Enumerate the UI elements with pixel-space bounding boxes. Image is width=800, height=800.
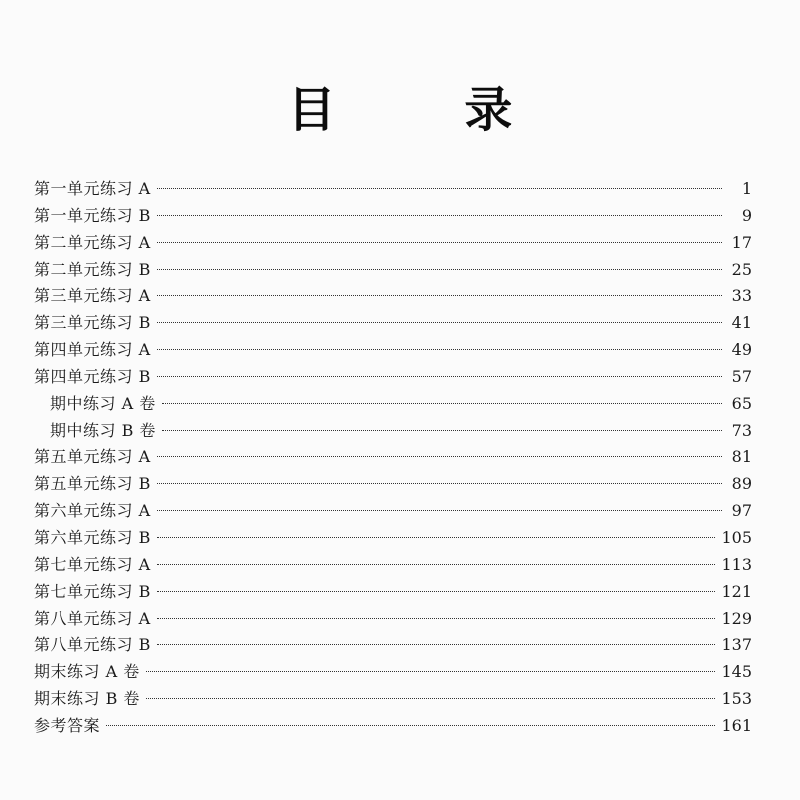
toc-entry-page: 137: [721, 635, 752, 655]
toc-entry-page: 49: [731, 340, 752, 360]
toc-entry[interactable]: [34, 418, 752, 445]
toc-entry-label: 第五单元练习 B: [34, 474, 151, 494]
toc-entry-page: 145: [721, 662, 752, 682]
toc-entry[interactable]: [34, 176, 752, 203]
toc-entry-label: 参考答案: [34, 715, 101, 735]
toc-entry-label: 第八单元练习 B: [34, 635, 151, 655]
toc-entry-label: 第六单元练习 B: [34, 527, 151, 547]
toc-entry-label: 第二单元练习 A: [34, 232, 151, 252]
toc-entry[interactable]: [34, 525, 752, 552]
dot-leader: [162, 403, 722, 404]
dot-leader: [157, 295, 722, 296]
dot-leader: [157, 537, 716, 538]
dot-leader: [157, 269, 722, 270]
dot-leader: [157, 349, 722, 350]
toc-entry[interactable]: [34, 659, 752, 686]
toc-entry-page: 129: [721, 608, 752, 628]
dot-leader: [157, 456, 722, 457]
toc-entry[interactable]: [34, 310, 752, 337]
toc-entry-label: 第七单元练习 A: [34, 554, 151, 574]
toc-entry-label: 第一单元练习 A: [34, 179, 151, 198]
toc-entry-label: 第四单元练习 A: [34, 340, 151, 360]
toc-entry-page: 89: [731, 474, 752, 494]
toc-entry-label: 期末练习 A 卷: [34, 662, 140, 682]
toc-entry-page: 73: [731, 420, 752, 440]
toc-entry-page: 113: [721, 554, 752, 574]
toc-entry[interactable]: [34, 364, 752, 391]
dot-leader: [157, 242, 722, 243]
dot-leader: [157, 188, 722, 189]
toc-entry-label: 第四单元练习 B: [34, 366, 151, 386]
toc-entry-page: 97: [731, 501, 752, 521]
toc-entry-label: 第五单元练习 A: [34, 447, 151, 467]
toc-entry[interactable]: [34, 230, 752, 257]
toc-entry-label: 第六单元练习 A: [34, 501, 151, 521]
toc-entry[interactable]: [34, 606, 752, 633]
toc-entry-page: 1: [741, 179, 752, 198]
dot-leader: [106, 725, 715, 726]
toc-entry-label: 期中练习 A 卷: [50, 393, 156, 413]
toc-entry-page: 17: [731, 232, 752, 252]
toc-entry[interactable]: [34, 283, 752, 310]
toc-entry-page: 121: [721, 581, 752, 601]
dot-leader: [157, 618, 716, 619]
toc-entry[interactable]: [34, 391, 752, 418]
toc-entry-page: 161: [721, 715, 752, 735]
toc-entry-page: 9: [741, 205, 752, 225]
toc-entry-label: 第七单元练习 B: [34, 581, 151, 601]
dot-leader: [157, 591, 716, 592]
toc-entry-label: 第一单元练习 B: [34, 205, 151, 225]
dot-leader: [157, 215, 722, 216]
toc-entry-label: 第三单元练习 B: [34, 313, 151, 333]
toc-entry[interactable]: [34, 552, 752, 579]
toc-entry[interactable]: [34, 257, 752, 284]
toc-entry-page: 81: [731, 447, 752, 467]
toc-entry[interactable]: [34, 686, 752, 713]
toc-entry-page: 153: [721, 689, 752, 709]
toc-entry[interactable]: [34, 444, 752, 471]
toc-entry-page: 65: [731, 393, 752, 413]
toc-entry[interactable]: [34, 632, 752, 659]
page-title: 目 录: [287, 82, 569, 138]
toc-entry[interactable]: [34, 203, 752, 230]
toc-entry-label: 第八单元练习 A: [34, 608, 151, 628]
toc-entry-page: 105: [721, 527, 752, 547]
dot-leader: [157, 376, 722, 377]
dot-leader: [146, 671, 716, 672]
dot-leader: [157, 644, 716, 645]
table-of-contents: [34, 176, 752, 740]
dot-leader: [146, 698, 716, 699]
dot-leader: [157, 510, 722, 511]
dot-leader: [157, 564, 716, 565]
toc-entry-label: 第二单元练习 B: [34, 259, 151, 279]
toc-entry[interactable]: [34, 471, 752, 498]
toc-entry[interactable]: [34, 498, 752, 525]
toc-entry-label: 第三单元练习 A: [34, 286, 151, 306]
dot-leader: [157, 483, 722, 484]
dot-leader: [162, 430, 722, 431]
toc-entry[interactable]: [34, 579, 752, 606]
toc-entry-label: 期中练习 B 卷: [50, 420, 156, 440]
toc-entry-label: 期末练习 B 卷: [34, 689, 140, 709]
toc-entry[interactable]: [34, 337, 752, 364]
toc-entry[interactable]: [34, 713, 752, 740]
toc-entry-page: 41: [731, 313, 752, 333]
toc-entry-page: 57: [731, 366, 752, 386]
toc-entry-page: 25: [731, 259, 752, 279]
toc-entry-page: 33: [731, 286, 752, 306]
dot-leader: [157, 322, 722, 323]
